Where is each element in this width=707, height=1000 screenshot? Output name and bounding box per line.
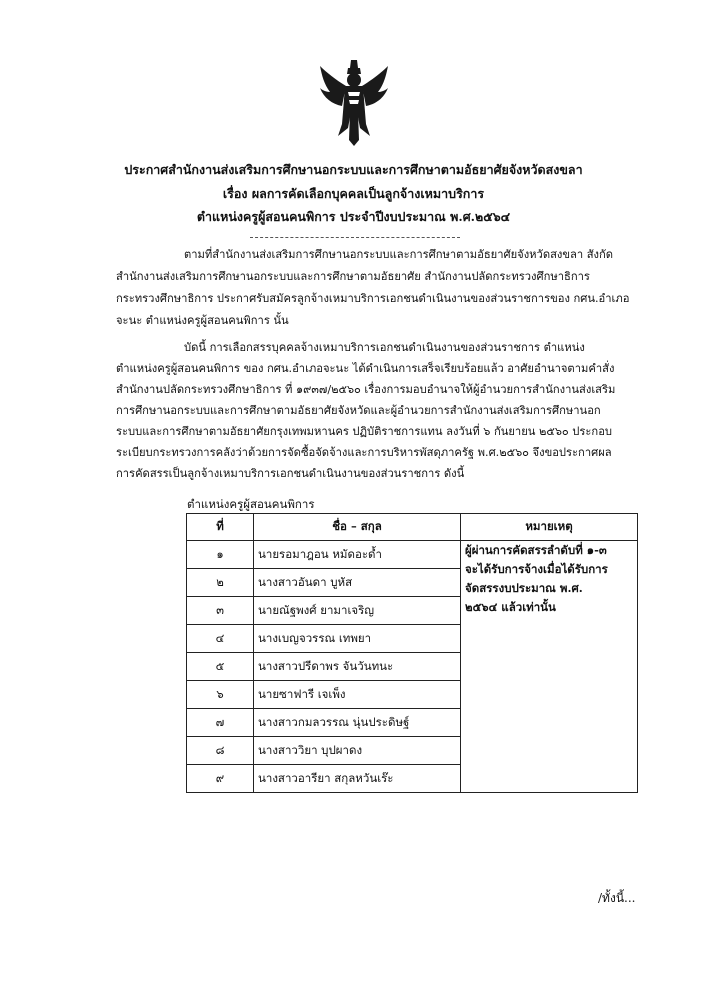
paragraph-2-line: การศึกษานอกระบบและการศึกษาตามอัธยาศัยจังหวัดและผู้อำนวยการสำนักงานส่งเสริมการศึกษานอก xyxy=(116,404,601,417)
row-name: นายซาฟารี เจเพ็ง xyxy=(254,681,461,709)
row-number: ๕ xyxy=(187,653,254,681)
paragraph-2-line: ระเบียบกระทรวงการคลังว่าด้วยการจัดซื้อจัดจ้างและการบริหารพัสดุภาครัฐ พ.ศ.๒๕๖๐ จึงขอประกาศผล xyxy=(116,446,612,459)
column-header-name: ชื่อ – สกุล xyxy=(254,514,461,541)
announcement-subject: เรื่อง ผลการคัดเลือกบุคคลเป็นลูกจ้างเหมาบริการ xyxy=(222,186,485,201)
paragraph-2-line: บัดนี้ การเลือกสรรบุคคลจ้างเหมาบริการเอกชนดำเนินงานของส่วนราชการ ตำแหน่ง xyxy=(184,341,585,354)
row-number: ๙ xyxy=(187,765,254,793)
title-separator xyxy=(250,237,460,238)
row-name: นางสาวอารียา สกุลหวันเร๊ะ xyxy=(254,765,461,793)
row-number: ๑ xyxy=(187,541,254,569)
row-name: นางสาวอันดา บูหัส xyxy=(254,569,461,597)
row-number: ๗ xyxy=(187,709,254,737)
row-number: ๘ xyxy=(187,737,254,765)
row-number: ๒ xyxy=(187,569,254,597)
column-header-number: ที่ xyxy=(187,514,254,541)
remark-line: จัดสรรงบประมาณ พ.ศ. xyxy=(465,581,583,595)
paragraph-2-line: ตำแหน่งครูผู้สอนคนพิการ ของ กศน.อำเภอจะนะ ได้ดำเนินการเสร็จเรียบร้อยแล้ว อาศัยอำนาจตามคำสั่ง xyxy=(116,362,615,375)
row-number: ๔ xyxy=(187,625,254,653)
table-header-row xyxy=(187,514,638,541)
row-number: ๖ xyxy=(187,681,254,709)
row-number: ๓ xyxy=(187,597,254,625)
remark-line: จะได้รับการจ้างเมื่อได้รับการ xyxy=(465,562,608,576)
paragraph-1-line: ตามที่สำนักงานส่งเสริมการศึกษานอกระบบและการศึกษาตามอัธยาศัยจังหวัดสงขลา สังกัด xyxy=(184,248,614,261)
paragraph-1-line: จะนะ ตำแหน่งครูผู้สอนคนพิการ นั้น xyxy=(116,314,289,327)
paragraph-2-line: สำนักงานปลัดกระทรวงศึกษาธิการ ที่ ๑๙๓๗/๒๕๖๐ เรื่องการมอบอำนาจให้ผู้อำนวยการสำนักงานส่งเสริม xyxy=(116,383,616,396)
row-name: นายณัฐพงศ์ ยามาเจริญ xyxy=(254,597,461,625)
table-caption: ตำแหน่งครูผู้สอนคนพิการ xyxy=(187,497,315,511)
continued-next-page: /ทั้งนี้... xyxy=(598,891,636,905)
paragraph-2-line: การคัดสรรเป็นลูกจ้างเหมาบริการเอกชนดำเนินงานของส่วนราชการ ดังนี้ xyxy=(116,467,465,480)
candidate-table xyxy=(186,513,638,793)
garuda-emblem-icon xyxy=(318,58,390,146)
remark-cell xyxy=(461,541,638,793)
row-name: นายรอมาฎอน หมัดอะด้ำ xyxy=(254,541,461,569)
remark-line: ผู้ผ่านการคัดสรรลำดับที่ ๑-๓ xyxy=(465,543,607,557)
remark-line: ๒๕๖๔ แล้วเท่านั้น xyxy=(465,600,556,614)
paragraph-1-line: สำนักงานส่งเสริมการศึกษานอกระบบและการศึกษาตามอัธยาศัย สำนักงานปลัดกระทรวงศึกษาธิการ xyxy=(116,270,590,283)
row-name: นางสาวปรีดาพร จันวันทนะ xyxy=(254,653,461,681)
announcement-title: ประกาศสำนักงานส่งเสริมการศึกษานอกระบบและการศึกษาตามอัธยาศัยจังหวัดสงขลา xyxy=(124,162,583,177)
paragraph-1-line: กระทรวงศึกษาธิการ ประกาศรับสมัครลูกจ้างเหมาบริการเอกชนดำเนินงานของส่วนราชการของ กศน.อำเภอ xyxy=(116,292,630,305)
paragraph-2-line: ระบบและการศึกษาตามอัธยาศัยกรุงเทพมหานคร ปฏิบัติราชการแทน ลงวันที่ ๖ กันยายน ๒๕๖๐ ประกอบ xyxy=(116,425,613,438)
announcement-position-line: ตำแหน่งครูผู้สอนคนพิการ ประจำปีงบประมาณ พ.ศ.๒๕๖๔ xyxy=(196,209,511,224)
row-name: นางสาวกมลวรรณ นุ่นประดิษฐ์ xyxy=(254,709,461,737)
table-row xyxy=(187,541,638,569)
row-name: นางเบญจวรรณ เทพยา xyxy=(254,625,461,653)
row-name: นางสาววิยา บุปผาดง xyxy=(254,737,461,765)
column-header-remark: หมายเหตุ xyxy=(461,514,638,541)
